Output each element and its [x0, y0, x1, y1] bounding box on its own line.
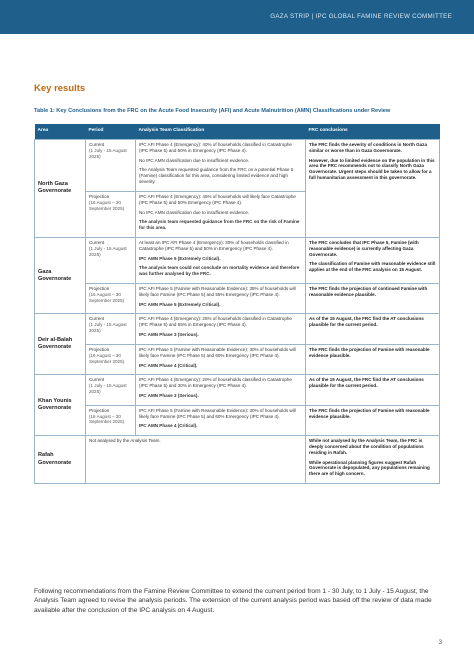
period-cell	[86, 375, 136, 405]
section-title: Key results	[34, 83, 86, 94]
area-cell: North Gaza Governorate	[35, 140, 86, 238]
period-dates: (1 July - 15 August 2025)	[89, 147, 127, 159]
period-dates: (1 July - 15 August 2025)	[89, 322, 127, 334]
table-row	[35, 344, 440, 374]
body-paragraph: Following recommendations from the Famine Review Committee to extend the current period from 1 - 30 July, to 1 July - 15 August, the Analysis Team agreed to revise the analysis periods. The extension of the current analysis period was based off the review of data made available after the conclusion of the IPC analysis on 4 August.	[34, 588, 432, 614]
page-number: 3	[438, 640, 442, 646]
period-label: Current	[89, 239, 105, 245]
area-cell: Rafah Governorate	[35, 436, 86, 484]
frc-cell	[306, 284, 440, 314]
analysis-text: IPC AMN Phase 4 (Critical).	[139, 423, 198, 429]
frc-cell	[306, 344, 440, 374]
period-cell	[86, 237, 136, 283]
analysis-cell	[136, 405, 306, 435]
analysis-text: IPC AFI Phase 5 (Famine with Reasonable Evidence): 30% of households will likely face Famine (IPC Phase 5) and 60% Emergency (IPC Phase 4).	[139, 346, 296, 358]
analysis-text: IPC AMN Phase 4 (Critical).	[139, 362, 198, 368]
period-label: Current	[89, 316, 105, 322]
period-cell	[86, 314, 136, 344]
header-frc: FRC conclusions	[306, 124, 440, 140]
analysis-cell	[136, 140, 306, 192]
analysis-cell	[136, 284, 306, 314]
header-period: Period	[86, 124, 136, 140]
table-row	[35, 405, 440, 435]
frc-cell	[306, 405, 440, 435]
frc-text: The FRC finds the projection of Famine with reasonable evidence plausible.	[309, 407, 430, 419]
analysis-text: The analysis team requested guidance from the FRC on the risk of Famine for this area.	[139, 219, 300, 231]
frc-text: The classification of Famine with reasonable evidence still applies at the end of the FRC analysis on 15 August.	[309, 261, 436, 273]
frc-cell	[306, 436, 440, 484]
period-label: Projection	[89, 286, 110, 291]
area-cell: Khan Younis Governorate	[35, 375, 86, 436]
analysis-text: At least an IPC AFI Phase 4 (Emergency): 30% of households classified in Catastrophe (IPC Phase 5) and 50% in Emergency (IPC Phase 4).	[139, 239, 289, 251]
table-row	[35, 375, 440, 405]
frc-text: However, due to limited evidence on the population in this area the FRC recommends not to classify North Gaza Governorate. Urgent steps should be taken to allow for a full humanitarian assessment in this governorate.	[309, 157, 435, 181]
period-label: Current	[89, 377, 105, 383]
analysis-text: The analysis team could not conclude on mortality evidence and therefore was further analysed by the FRC.	[139, 265, 300, 277]
period-cell	[86, 344, 136, 374]
analysis-text: IPC AFI Phase 5 (Famine with Reasonable Evidence): 30% of households will likely face Famine (IPC Phase 5) and 60% Emergency (IPC Phase 4).	[139, 407, 296, 419]
frc-cell	[306, 314, 440, 344]
frc-text: While not analysed by the Analysis Team, the FRC is deeply concerned about the condition of populations residing in Rafah.	[309, 438, 424, 455]
analysis-cell	[86, 436, 306, 484]
table-row	[35, 284, 440, 314]
analysis-text: IPC AFI Phase 4 (Emergency): 20% of households classified in Catastrophe (IPC Phase 5) and 30% in Emergency (IPC Phase 4).	[139, 377, 292, 389]
table-caption: Table 1: Key Conclusions from the FRC on the Acute Food Insecurity (AFI) and Acute Malnutrition (AMN) Classifications under Review	[34, 108, 391, 114]
period-dates: (16 August – 30 September 2025)	[89, 352, 125, 364]
period-dates: (1 July - 15 August 2025)	[89, 245, 127, 257]
table-row	[35, 314, 440, 344]
analysis-text: IPC AFI Phase 5 (Famine with Reasonable Evidence): 35% of households will likely face Famine (IPC Phase 5) and 55% Emergency (IPC Phase 4).	[139, 286, 296, 297]
header-area: Area	[35, 124, 86, 140]
period-label: Projection	[89, 407, 110, 413]
period-dates: (1 July - 15 August 2025)	[89, 383, 127, 394]
table-row	[35, 140, 440, 192]
header-text: GAZA STRIP | IPC GLOBAL FAMINE REVIEW COMMITTEE	[270, 13, 452, 20]
table-row	[35, 436, 440, 484]
period-label: Projection	[89, 193, 110, 199]
area-cell: Gaza Governorate	[35, 237, 86, 314]
analysis-text: Not analysed by the Analysis Team.	[89, 438, 161, 444]
frc-cell	[306, 140, 440, 238]
analysis-text: IPC AMN Phase 5 (Extremely Critical).	[139, 255, 221, 261]
frc-text: The FRC finds the projection of continued Famine with reasonable evidence plausible.	[309, 286, 428, 297]
analysis-text: No IPC AMN classification due to insufficient evidence.	[139, 209, 250, 215]
frc-cell	[306, 375, 440, 405]
table-row	[35, 237, 440, 283]
period-label: Projection	[89, 346, 110, 352]
analysis-cell	[136, 375, 306, 405]
area-cell: Deir al-Balah Governorate	[35, 314, 86, 375]
analysis-text: IPC AFI Phase 4 (Emergency): 40% of households classified in Catastrophe (IPC Phase 5) and 50% in Emergency (IPC Phase 4).	[139, 142, 292, 153]
period-cell	[86, 284, 136, 314]
frc-text: While operational planning figures suggest Rafah Governorate is depopulated, any populations remaining there are of high concern.	[309, 459, 430, 477]
period-label: Current	[89, 142, 105, 147]
frc-text: As of the 15 August, the FRC find the AT conclusions plausible for the current period.	[309, 316, 424, 328]
conclusions-table	[34, 124, 440, 484]
frc-text: The FRC finds the severity of conditions in North Gaza similar or worse than in Gaza Governorate.	[309, 142, 427, 153]
period-cell	[86, 191, 136, 237]
analysis-cell	[136, 344, 306, 374]
header-analysis: Analysis Team Classification	[136, 124, 306, 140]
frc-cell	[306, 237, 440, 283]
analysis-text: IPC AMN Phase 3 (Serious).	[139, 332, 199, 338]
table-header-row	[35, 124, 440, 140]
period-dates: (16 August – 30 September 2025)	[89, 291, 125, 303]
period-cell	[86, 140, 136, 192]
page-header-band	[0, 0, 474, 34]
analysis-text: IPC AMN Phase 5 (Extremely Critical).	[139, 301, 221, 307]
analysis-cell	[136, 314, 306, 344]
frc-text: The FRC concludes that IPC Phase 5, Famine (with reasonable evidence) is currently affecting Gaza Governorate.	[309, 239, 419, 257]
analysis-text: The Analysis Team requested guidance from the FRC on a potential Phase 5 (Famine) classification for this area, considering limited evidence and high severity.	[139, 167, 294, 185]
analysis-text: No IPC AMN classification due to insufficient evidence.	[139, 157, 250, 163]
period-cell	[86, 405, 136, 435]
analysis-text: IPC AFI Phase 4 (Emergency): 25% of households classified in Catastrophe (IPC Phase 5) and 55% in Emergency (IPC Phase 4).	[139, 316, 292, 328]
analysis-text: IPC AMN Phase 3 (Serious).	[139, 392, 199, 398]
analysis-text: IPC AFI Phase 4 (Emergency): 45% of households will likely face Catastrophe (IPC Phase 5) and 50% Emergency (IPC Phase 4).	[139, 193, 296, 205]
period-dates: (16 August – 30 September 2025)	[89, 413, 125, 425]
frc-text: As of the 15 August, the FRC find the AT conclusions plausible for the current period.	[309, 377, 424, 389]
period-dates: (16 August – 30 September 2025)	[89, 199, 125, 211]
analysis-cell	[136, 237, 306, 283]
frc-text: The FRC finds the projection of Famine with reasonable evidence plausible.	[309, 346, 430, 358]
analysis-cell	[136, 191, 306, 237]
